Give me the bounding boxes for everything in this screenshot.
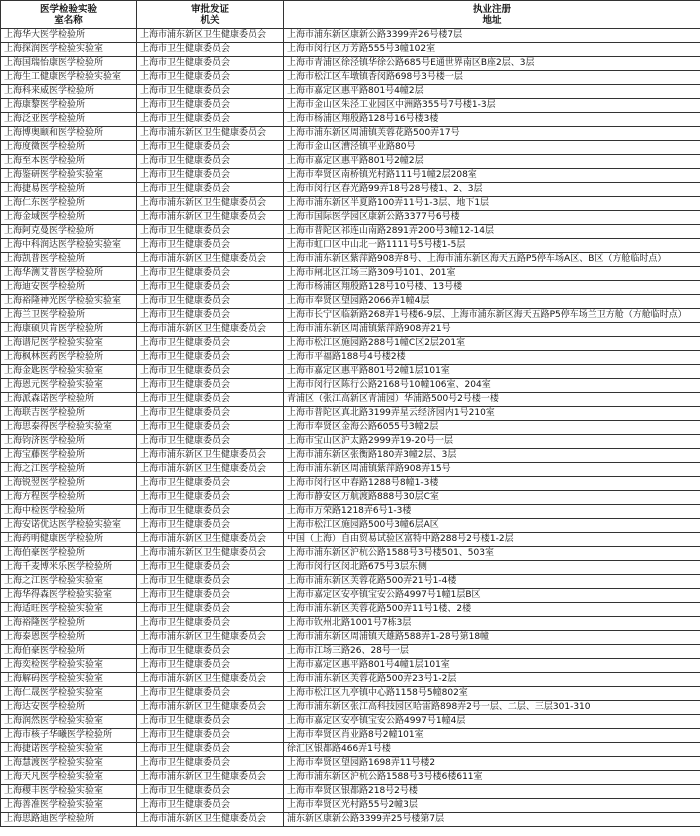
address-cell: 上海市松江区施园路500号3幢6层A区 [284, 519, 700, 533]
table-row [1, 239, 700, 253]
table-row [1, 617, 700, 631]
table-row [1, 687, 700, 701]
table-row [1, 127, 700, 141]
lab-name-cell: 上海生工健康医学检验实验室 [1, 71, 137, 85]
lab-name-cell: 上海奕检医学检验实验室 [1, 659, 137, 673]
authority-cell: 上海市浦东新区卫生健康委员会 [137, 197, 284, 211]
lab-name-cell: 上海安诺优达医学检验实验室 [1, 519, 137, 533]
address-cell: 上海市嘉定区惠平路801号2幢2层 [284, 155, 700, 169]
table-row [1, 113, 700, 127]
address-cell: 上海市嘉定区安亭镇宝安公路4997号1幢4层 [284, 715, 700, 729]
table-row [1, 253, 700, 267]
header-lab-name-line1: 医学检验实验 [39, 3, 97, 15]
authority-cell: 上海市卫生健康委员会 [137, 785, 284, 799]
address-cell: 徐汇区银都路466弄1号楼 [284, 743, 700, 757]
authority-cell: 上海市卫生健康委员会 [137, 519, 284, 533]
lab-name-cell: 上海度微医学检验所 [1, 141, 137, 155]
authority-cell: 上海市卫生健康委员会 [137, 71, 284, 85]
address-cell: 上海市浦东新区半夏路100弄11号1-3层、地下1层 [284, 197, 700, 211]
header-lab-name [1, 1, 137, 29]
address-cell: 上海市嘉定区惠平路801号2幢1层101室 [284, 365, 700, 379]
authority-cell: 上海市卫生健康委员会 [137, 505, 284, 519]
table-row [1, 295, 700, 309]
lab-name-cell: 上海慧渡医学检验实验室 [1, 757, 137, 771]
lab-name-cell: 上海泛亚医学检验所 [1, 113, 137, 127]
table-row [1, 519, 700, 533]
table-row [1, 85, 700, 99]
authority-cell: 上海市卫生健康委员会 [137, 309, 284, 323]
authority-cell: 上海市卫生健康委员会 [137, 477, 284, 491]
authority-cell: 上海市浦东新区卫生健康委员会 [137, 701, 284, 715]
lab-name-cell: 上海鉴研医学检验实验室 [1, 169, 137, 183]
table-row [1, 813, 700, 827]
lab-name-cell: 上海华测艾普医学检验所 [1, 267, 137, 281]
address-cell: 上海市万荣路1218弄6号1-3楼 [284, 505, 700, 519]
address-cell: 上海市奉贤区望园路2066弄1幢4层 [284, 295, 700, 309]
address-cell: 上海市平福路188号4号楼2楼 [284, 351, 700, 365]
authority-cell: 上海市卫生健康委员会 [137, 561, 284, 575]
authority-cell: 上海市卫生健康委员会 [137, 337, 284, 351]
lab-name-cell: 上海之江医学检验实验室 [1, 575, 137, 589]
address-cell: 上海市松江区车墩镇香闵路698号3号楼一层 [284, 71, 700, 85]
table-row [1, 225, 700, 239]
table-row [1, 715, 700, 729]
lab-name-cell: 上海金域医学检验所 [1, 211, 137, 225]
authority-cell: 上海市卫生健康委员会 [137, 281, 284, 295]
authority-cell: 上海市卫生健康委员会 [137, 617, 284, 631]
header-address-line2: 地址 [482, 14, 502, 26]
table-row [1, 785, 700, 799]
address-cell: 上海市松江区九亭镇中心路1158号5幢802室 [284, 687, 700, 701]
lab-name-cell: 上海康黎医学检验所 [1, 99, 137, 113]
authority-cell: 上海市浦东新区卫生健康委员会 [137, 673, 284, 687]
lab-name-cell: 上海润然医学检验实验室 [1, 715, 137, 729]
authority-cell: 上海市卫生健康委员会 [137, 267, 284, 281]
header-address [284, 1, 700, 29]
table-row [1, 155, 700, 169]
table-row [1, 575, 700, 589]
address-cell: 上海市奉贤区望园路1698弄11号楼2 [284, 757, 700, 771]
lab-name-cell: 上海裕隆神光医学检验实验室 [1, 295, 137, 309]
table-row [1, 477, 700, 491]
lab-name-cell: 上海天凡医学检验实验室 [1, 771, 137, 785]
table-row [1, 71, 700, 85]
lab-name-cell: 上海恩元医学检验实验室 [1, 379, 137, 393]
address-cell: 上海市奉贤区光村路55号2幢3层 [284, 799, 700, 813]
authority-cell: 上海市卫生健康委员会 [137, 295, 284, 309]
address-cell: 上海市浦东新区沪杭公路1588号3号楼6楼611室 [284, 771, 700, 785]
address-cell: 上海市闵行区春光路99弄18号28号楼1、2、3层 [284, 183, 700, 197]
lab-name-cell: 上海泰恩医学检验所 [1, 631, 137, 645]
address-cell: 上海市浦东新区芙蓉花路500弄23号1-2层 [284, 673, 700, 687]
lab-name-cell: 上海中科润达医学检验实验室 [1, 239, 137, 253]
authority-cell: 上海市卫生健康委员会 [137, 239, 284, 253]
table-row [1, 407, 700, 421]
table-row [1, 197, 700, 211]
address-cell: 上海市长宁区临新路268弄1号楼6-9层、上海市浦东新区海天五路P5停车场兰卫方舱（方舱临时点） [284, 309, 700, 323]
table-row [1, 561, 700, 575]
table-row [1, 211, 700, 225]
lab-name-cell: 上海药明健康医学检验所 [1, 533, 137, 547]
lab-name-cell: 上海伯豪医学检验所 [1, 645, 137, 659]
table-row [1, 281, 700, 295]
lab-name-cell: 上海锐翌医学检验所 [1, 477, 137, 491]
table-row [1, 43, 700, 57]
address-cell: 上海市虹口区中山北一路1111号5号楼1-5层 [284, 239, 700, 253]
lab-name-cell: 上海派森诺医学检验所 [1, 393, 137, 407]
address-cell: 上海市奉贤区金海公路6055号3幢2层 [284, 421, 700, 435]
table-row [1, 435, 700, 449]
address-cell: 浦东新区康新公路3399弄25号楼第7层 [284, 813, 700, 827]
authority-cell: 上海市卫生健康委员会 [137, 183, 284, 197]
address-cell: 上海市奉贤区银都路218号2号楼 [284, 785, 700, 799]
table-row [1, 99, 700, 113]
authority-cell: 上海市卫生健康委员会 [137, 603, 284, 617]
authority-cell: 上海市浦东新区卫生健康委员会 [137, 211, 284, 225]
authority-cell: 上海市浦东新区卫生健康委员会 [137, 533, 284, 547]
authority-cell: 上海市卫生健康委员会 [137, 85, 284, 99]
table-row [1, 29, 700, 43]
table-row [1, 757, 700, 771]
header-address-line1: 执业注册 [472, 3, 511, 15]
table-row [1, 743, 700, 757]
address-cell: 上海市杨浦区翔殷路128号16号楼3楼 [284, 113, 700, 127]
table-row [1, 729, 700, 743]
table-row [1, 673, 700, 687]
table-row [1, 421, 700, 435]
authority-cell: 上海市卫生健康委员会 [137, 491, 284, 505]
table-row [1, 603, 700, 617]
table-row [1, 393, 700, 407]
lab-name-cell: 上海市核子华曦医学检验所 [1, 729, 137, 743]
authority-cell: 上海市浦东新区卫生健康委员会 [137, 547, 284, 561]
authority-cell: 上海市卫生健康委员会 [137, 421, 284, 435]
authority-cell: 上海市卫生健康委员会 [137, 393, 284, 407]
lab-name-cell: 上海之江医学检验所 [1, 463, 137, 477]
table-row [1, 631, 700, 645]
table-row [1, 267, 700, 281]
authority-cell: 上海市卫生健康委员会 [137, 435, 284, 449]
address-cell: 上海市浦东新区周浦镇紫萍路908弄21号 [284, 323, 700, 337]
lab-name-cell: 上海国瑞怡康医学检验所 [1, 57, 137, 71]
lab-name-cell: 上海捷易医学检验所 [1, 183, 137, 197]
authority-cell: 上海市卫生健康委员会 [137, 225, 284, 239]
lab-name-cell: 上海中检医学检验所 [1, 505, 137, 519]
address-cell: 上海市宝山区沪太路2999弄19-20号一层 [284, 435, 700, 449]
table-row [1, 505, 700, 519]
table-body [1, 29, 700, 827]
authority-cell: 上海市卫生健康委员会 [137, 155, 284, 169]
table-row [1, 799, 700, 813]
authority-cell: 上海市卫生健康委员会 [137, 379, 284, 393]
address-cell: 上海市闸北区江场三路309号101、201室 [284, 267, 700, 281]
table-header [1, 1, 700, 29]
lab-name-cell: 上海凯普医学检验所 [1, 253, 137, 267]
authority-cell: 上海市浦东新区卫生健康委员会 [137, 127, 284, 141]
authority-cell: 上海市卫生健康委员会 [137, 99, 284, 113]
table-row [1, 645, 700, 659]
address-cell: 上海市青浦区徐泾镇华徐公路685号E通世界南区B座2层、3层 [284, 57, 700, 71]
address-cell: 青浦区（张江高新区青浦园）华浦路500号2号楼一楼 [284, 393, 700, 407]
address-cell: 上海市江场三路26、28号一层 [284, 645, 700, 659]
address-cell: 上海市静安区万航渡路888号30层C室 [284, 491, 700, 505]
address-cell: 上海市闵行区陈行公路2168号10幢106室、204室 [284, 379, 700, 393]
authority-cell: 上海市卫生健康委员会 [137, 659, 284, 673]
lab-name-cell: 上海仁晟医学检验实验室 [1, 687, 137, 701]
authority-cell: 上海市卫生健康委员会 [137, 351, 284, 365]
address-cell: 上海市嘉定区安亭镇宝安公路4997号1幢1层B区 [284, 589, 700, 603]
address-cell: 上海市闵行区中春路1288号8幢1-3楼 [284, 477, 700, 491]
address-cell: 上海市浦东新区周浦镇芙蓉花路500弄17号 [284, 127, 700, 141]
address-cell: 上海市国际医学园区康新公路3377号6号楼 [284, 211, 700, 225]
table-row [1, 309, 700, 323]
address-cell: 上海市浦东新区张衡路180弄3幢2层、3层 [284, 449, 700, 463]
table-row [1, 449, 700, 463]
authority-cell: 上海市卫生健康委员会 [137, 407, 284, 421]
header-authority-line2: 机关 [200, 14, 220, 26]
lab-name-cell: 上海科来威医学检验所 [1, 85, 137, 99]
table-row [1, 547, 700, 561]
address-cell: 上海市金山区漕泾镇平业路80号 [284, 141, 700, 155]
lab-name-cell: 上海至本医学检验所 [1, 155, 137, 169]
lab-name-cell: 上海迪安医学检验所 [1, 281, 137, 295]
authority-cell: 上海市浦东新区卫生健康委员会 [137, 813, 284, 827]
lab-name-cell: 上海捷诺医学检验实验室 [1, 743, 137, 757]
lab-name-cell: 上海兰卫医学检验所 [1, 309, 137, 323]
header-row [1, 1, 700, 29]
authority-cell: 上海市卫生健康委员会 [137, 715, 284, 729]
address-cell: 上海市嘉定区惠平路801号4幢1层101室 [284, 659, 700, 673]
table-row [1, 169, 700, 183]
lab-name-cell: 上海钧济医学检验所 [1, 435, 137, 449]
table-row [1, 337, 700, 351]
table-row [1, 183, 700, 197]
authority-cell: 上海市卫生健康委员会 [137, 113, 284, 127]
authority-cell: 上海市浦东新区卫生健康委员会 [137, 323, 284, 337]
table-row [1, 463, 700, 477]
authority-cell: 上海市卫生健康委员会 [137, 645, 284, 659]
lab-name-cell: 上海伯豪医学检验所 [1, 547, 137, 561]
lab-name-cell: 上海华得森医学检验实验室 [1, 589, 137, 603]
table-row [1, 351, 700, 365]
authority-cell: 上海市浦东新区卫生健康委员会 [137, 631, 284, 645]
authority-cell: 上海市卫生健康委员会 [137, 589, 284, 603]
table-row [1, 491, 700, 505]
address-cell: 上海市浦东新区康新公路3399弄26号楼7层 [284, 29, 700, 43]
authority-cell: 上海市卫生健康委员会 [137, 743, 284, 757]
address-cell: 上海市浦东新区周浦镇紫萍路908弄15号 [284, 463, 700, 477]
lab-name-cell: 上海仁东医学检验所 [1, 197, 137, 211]
address-cell: 上海市松江区施园路288号1幢C区2层201室 [284, 337, 700, 351]
lab-name-cell: 上海解码医学检验实验室 [1, 673, 137, 687]
address-cell: 上海市奉贤区南桥镇光村路111号1幢2层208室 [284, 169, 700, 183]
header-authority [137, 1, 284, 29]
authority-cell: 上海市卫生健康委员会 [137, 365, 284, 379]
header-lab-name-line2: 室名称 [54, 14, 83, 26]
address-cell: 上海市浦东新区芙蓉花路500弄11号1楼、2楼 [284, 603, 700, 617]
table-row [1, 365, 700, 379]
address-cell: 上海市浦东新区周浦镇天雄路588弄1-28号第18幢 [284, 631, 700, 645]
address-cell: 上海市闵行区闵北路675号3层东侧 [284, 561, 700, 575]
lab-name-cell: 上海稷丰医学检验实验室 [1, 785, 137, 799]
lab-name-cell: 上海裕隆医学检验所 [1, 617, 137, 631]
authority-cell: 上海市卫生健康委员会 [137, 575, 284, 589]
lab-name-cell: 上海善准医学检验实验室 [1, 799, 137, 813]
address-cell: 上海市浦东新区张江高科技园区哈雷路898弄2号一层、二层、三层301-310 [284, 701, 700, 715]
table-row [1, 701, 700, 715]
authority-cell: 上海市卫生健康委员会 [137, 57, 284, 71]
authority-cell: 上海市卫生健康委员会 [137, 43, 284, 57]
lab-name-cell: 上海谱尼医学检验实验室 [1, 337, 137, 351]
authority-cell: 上海市浦东新区卫生健康委员会 [137, 463, 284, 477]
lab-name-cell: 上海联吉医学检验所 [1, 407, 137, 421]
address-cell: 上海市闵行区万芳路555号3幢102室 [284, 43, 700, 57]
address-cell: 上海市奉贤区肖业路8号2幢101室 [284, 729, 700, 743]
lab-name-cell: 上海博奥颐和医学检验所 [1, 127, 137, 141]
address-cell: 上海市普陀区祁连山南路2891弄200号3幢12-14层 [284, 225, 700, 239]
table-row [1, 323, 700, 337]
lab-name-cell: 上海华大医学检验所 [1, 29, 137, 43]
lab-name-cell: 上海方程医学检验所 [1, 491, 137, 505]
table-row [1, 379, 700, 393]
table-row [1, 659, 700, 673]
lab-name-cell: 上海金匙医学检验实验室 [1, 365, 137, 379]
authority-cell: 上海市浦东新区卫生健康委员会 [137, 771, 284, 785]
lab-name-cell: 上海枫林医药医学检验所 [1, 351, 137, 365]
lab-name-cell: 上海达安医学检验所 [1, 701, 137, 715]
lab-name-cell: 上海适旺医学检验实验室 [1, 603, 137, 617]
authority-cell: 上海市卫生健康委员会 [137, 729, 284, 743]
address-cell: 上海市杨浦区翔殷路128号10号楼、13号楼 [284, 281, 700, 295]
authority-cell: 上海市浦东新区卫生健康委员会 [137, 253, 284, 267]
address-cell: 上海市嘉定区惠平路801号4幢2层 [284, 85, 700, 99]
address-cell: 上海市钦州北路1001号7栋3层 [284, 617, 700, 631]
lab-name-cell: 上海宝藤医学检验所 [1, 449, 137, 463]
lab-name-cell: 上海思泰得医学检验实验室 [1, 421, 137, 435]
lab-name-cell: 上海探润医学检验实验室 [1, 43, 137, 57]
address-cell: 上海市浦东新区芙蓉花路500弄21号1-4楼 [284, 575, 700, 589]
authority-cell: 上海市卫生健康委员会 [137, 141, 284, 155]
lab-name-cell: 上海阿克曼医学检验所 [1, 225, 137, 239]
authority-cell: 上海市卫生健康委员会 [137, 757, 284, 771]
address-cell: 上海市普陀区真北路3199弄星云经济园内1号210室 [284, 407, 700, 421]
lab-name-cell: 上海思路迪医学检验所 [1, 813, 137, 827]
table-row [1, 57, 700, 71]
address-cell: 中国（上海）自由贸易试验区富特中路288号2号楼1-2层 [284, 533, 700, 547]
address-cell: 上海市金山区朱泾工业园区中洲路355号7号楼1-3层 [284, 99, 700, 113]
lab-name-cell: 上海千麦博米乐医学检验所 [1, 561, 137, 575]
authority-cell: 上海市卫生健康委员会 [137, 799, 284, 813]
table-row [1, 533, 700, 547]
address-cell: 上海市浦东新区沪杭公路1588号3号楼501、503室 [284, 547, 700, 561]
authority-cell: 上海市卫生健康委员会 [137, 169, 284, 183]
authority-cell: 上海市浦东新区卫生健康委员会 [137, 29, 284, 43]
authority-cell: 上海市卫生健康委员会 [137, 687, 284, 701]
table-row [1, 589, 700, 603]
lab-name-cell: 上海康硕贝肯医学检验所 [1, 323, 137, 337]
authority-cell: 上海市浦东新区卫生健康委员会 [137, 449, 284, 463]
table-row [1, 141, 700, 155]
address-cell: 上海市浦东新区紫萍路908弄8号、上海市浦东新区海天五路P5停车场A区、B区（方舱临时点） [284, 253, 700, 267]
table-row [1, 771, 700, 785]
header-authority-line1: 审批发证 [190, 3, 229, 15]
